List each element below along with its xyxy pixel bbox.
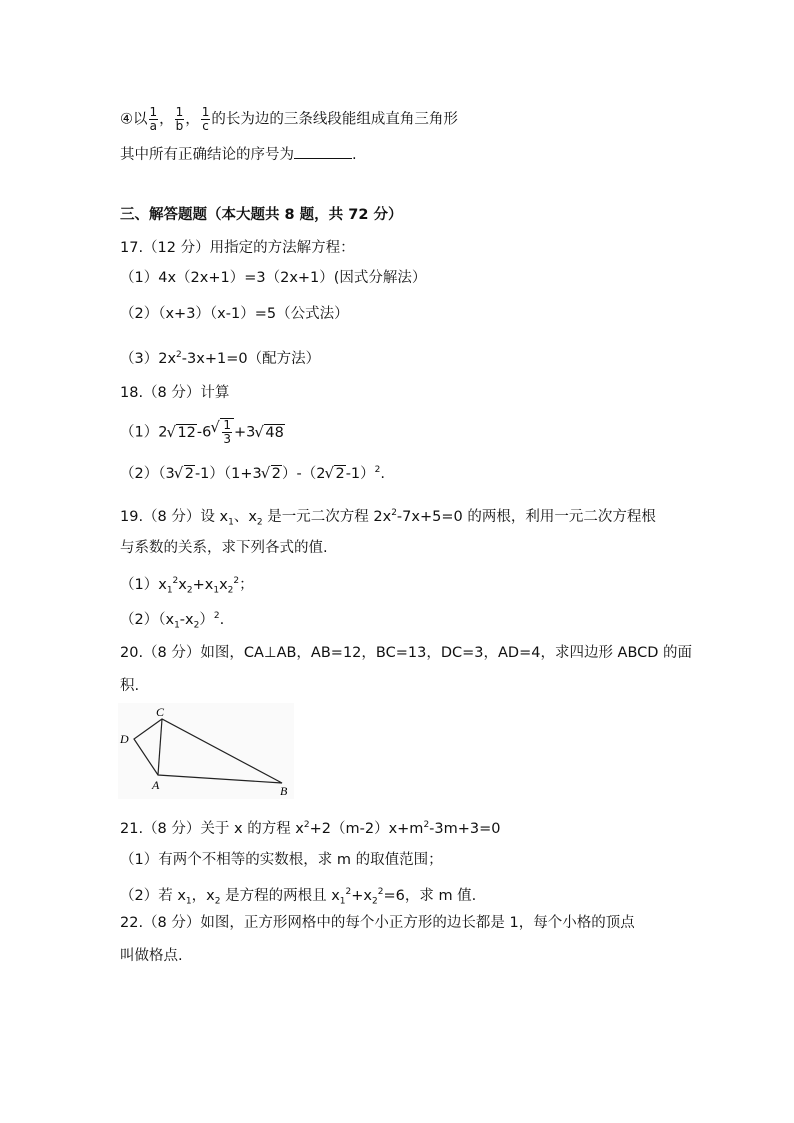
conclusion-end: . [352,147,357,163]
q18-part-1 [120,418,285,446]
q21-title [120,815,501,839]
subscript: 2 [193,620,200,631]
t: 21.（8 分）关于 x 的方程 x [120,820,304,837]
sqrt-2 [262,464,282,484]
conclusion-text: 其中所有正确结论的序号为 [120,147,294,163]
label-a: A [152,778,160,792]
t: +2（m-2）x+m [309,820,424,837]
radicand: 2 [335,465,345,482]
t: ； [239,576,254,593]
t: +x [351,887,372,904]
q19-part-2 [120,606,224,636]
figure-background [118,703,294,799]
q17-part-3 [120,345,320,369]
quadrilateral-figure [118,703,294,799]
frac-den: 3 [223,432,232,446]
exponent: 2 [233,576,240,586]
fraction-1-over-a [149,106,159,133]
t: -x [179,611,194,628]
t: （2）若 x [120,887,186,904]
exponent: 2 [374,465,381,475]
t: 是方程的两根且 x [220,887,340,904]
radicand: 12 [177,424,196,441]
q19-l1-d: -7x+5=0 的两根，利用一元二次方程根 [396,508,656,525]
radicand: 2 [184,465,194,482]
subscript: 2 [372,896,378,907]
subscript: 2 [214,896,221,907]
q19-l1-a: 19.（8 分）设 x [120,508,229,525]
subscript: 1 [166,585,173,596]
exponent: 2 [213,611,220,621]
q19-part-1 [120,571,254,601]
q18-p1-c: +3 [234,424,256,441]
t: =6，求 m 值. [383,887,477,904]
subscript: 2 [227,585,234,596]
q21-part-2 [120,882,476,912]
section-3-heading: 三、解答题题（本大题共 8 题，共 72 分） [120,207,403,223]
fraction-1-over-c [201,106,211,133]
q18-p2-b: -1）（1+3 [194,465,262,482]
q17-p3-a: （3）2x [120,350,177,367]
q18-p2-e: . [380,465,385,482]
exponent: 2 [391,508,397,518]
q19-l1-b: 、x [233,508,257,525]
radicand: 2 [271,465,281,482]
t: x [178,576,187,593]
t: ） [199,611,214,628]
radicand-fraction [220,418,234,446]
fraction-1-over-3 [222,419,232,446]
item-4 [120,106,458,133]
sqrt-2 [175,464,195,484]
label-d: D [120,732,129,746]
item-4-text: 的长为边的三条线段能组成直角三角形 [211,111,458,128]
radicand: 48 [265,424,284,441]
f2-num: 1 [175,105,184,119]
q18-title: 18.（8 分）计算 [120,385,230,401]
subscript: 1 [228,517,234,528]
sqrt-12 [167,423,196,443]
q22-line-1: 22.（8 分）如图，正方形网格中的每个小正方形的边长都是 1，每个小格的顶点 [120,915,635,931]
subscript: 1 [339,896,346,907]
q20-line-1: 20.（8 分）如图，CA⊥AB，AB=12，BC=13，DC=3，AD=4，求四边形 ABCD 的面 [120,645,693,661]
sqrt-48 [255,423,284,443]
exponent: 2 [176,350,182,360]
q18-p2-c: ）-（2 [281,465,326,482]
q17-title: 17.（12 分）用指定的方法解方程： [120,240,355,256]
q22-line-2: 叫做格点. [120,948,183,964]
q17-part-2: （2）（x+3）（x-1）=5（公式法） [120,306,349,322]
q17-part-1: （1）4x（2x+1）=3（2x+1）(因式分解法） [120,270,427,286]
q18-p2-a: （2）（3 [120,465,175,482]
subscript: 2 [256,517,263,528]
frac-num: √ 1 [223,418,232,432]
q18-p1-b: -6 [196,424,212,441]
q19-line-1 [120,503,656,533]
fraction-1-over-b [175,106,185,133]
exponent: 2 [172,576,179,586]
f3-den: c [202,119,209,133]
q20-line-2: 积. [120,678,140,694]
label-b: B [280,784,288,798]
f2-den: b [175,119,184,133]
f3-num: 1 [201,105,210,119]
subscript: 1 [213,585,220,596]
t: （2）（x [120,611,175,628]
exponent: 2 [345,887,352,897]
q18-p1-a: （1）2 [120,424,168,441]
comma: ， [185,111,200,128]
t: ，x [191,887,215,904]
exponent: 2 [377,887,384,897]
q19-l1-c: 是一元二次方程 2x [262,508,392,525]
subscript: 2 [186,585,193,596]
t: +x [192,576,214,593]
f1-den: a [149,119,157,133]
q17-p3-b: -3x+1=0（配方法） [181,350,321,367]
comma: ， [159,111,174,128]
subscript: 1 [174,620,180,631]
sqrt-one-third [211,418,234,446]
item-4-prefix: ④以 [120,111,148,128]
answer-blank[interactable] [294,144,352,159]
exponent: 2 [303,820,310,830]
sqrt-2 [325,464,345,484]
t: . [219,611,225,628]
exponent: 2 [423,820,430,830]
conclusion-line [120,144,357,165]
f1-num: 1 [149,105,158,119]
label-c: C [156,705,165,719]
q18-p2-d: -1） [345,465,375,482]
t: -3m+3=0 [429,820,501,837]
subscript: 1 [185,896,192,907]
t: x [219,576,228,593]
q18-part-2 [120,460,385,484]
q21-part-1: （1）有两个不相等的实数根，求 m 的取值范围； [120,852,443,868]
t: （1）x [120,576,167,593]
q19-line-2: 与系数的关系，求下列各式的值. [120,540,328,556]
